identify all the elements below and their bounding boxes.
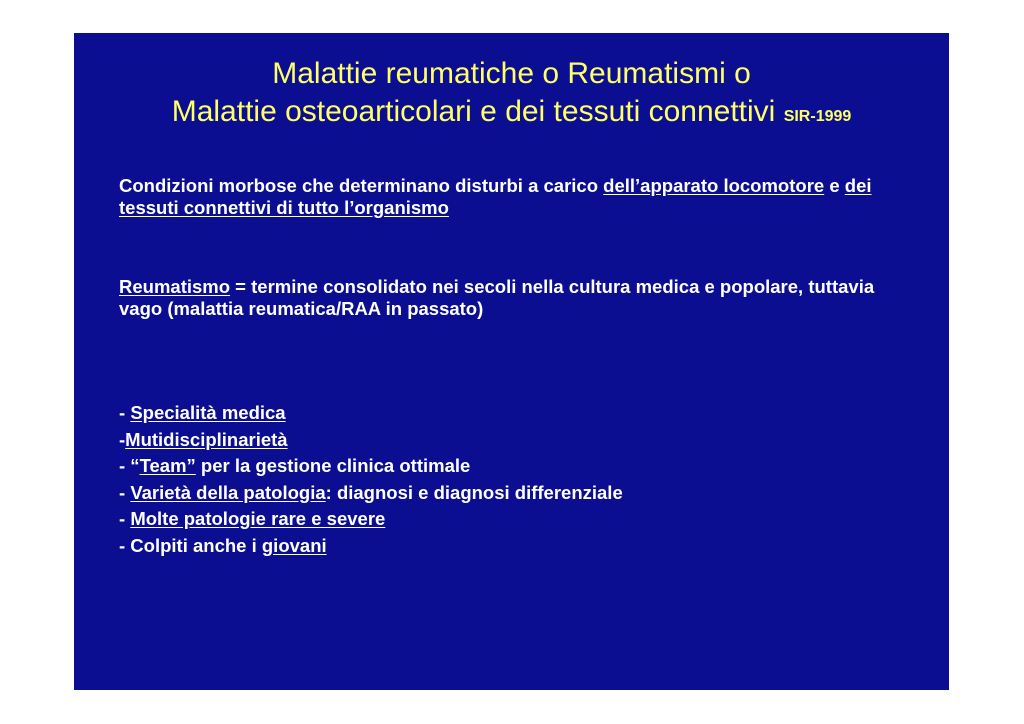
list-item-prefix: - “: [119, 455, 140, 476]
reumatismo-term: Reumatismo: [119, 276, 231, 297]
list-item: [119, 453, 919, 480]
list-item-prefix: -: [119, 428, 126, 450]
list-item: [119, 533, 919, 560]
title-line-2: [74, 93, 949, 136]
list-item-underlined: Team”: [139, 455, 196, 476]
list-item-rest: per la gestione clinica ottimale: [195, 455, 471, 476]
slide: [74, 33, 949, 690]
definition-text-1: Condizioni morbose che determinano disturbi a carico: [119, 175, 604, 196]
definition-text-2: e: [824, 175, 845, 196]
list-item-prefix: - Colpiti anche i: [119, 534, 262, 556]
list-item-rest: : diagnosi e diagnosi differenziale: [325, 481, 623, 503]
definition-paragraph: [119, 175, 919, 219]
reumatismo-paragraph: [119, 276, 919, 320]
definition-underline-tessuti: dei tessuti connettivi di tutto l’organismo: [119, 175, 872, 218]
list-item-underlined: Mutidisciplinarietà: [125, 428, 288, 450]
reumatismo-text: = termine consolidato nei secoli nella cultura medica e popolare, tuttavia vago (malattia reumatica/RAA in passato): [119, 276, 875, 319]
title-source: SIR-1999: [783, 108, 852, 125]
list-item-underlined: giovani: [261, 534, 327, 556]
title-line-2-text: Malattie osteoarticolari e dei tessuti connettivi: [171, 95, 776, 128]
list-item-underlined: Molte patologie rare e severe: [130, 508, 386, 529]
list-item-prefix: -: [119, 508, 131, 529]
definition-underline-apparato: dell’apparato locomotore: [603, 175, 825, 196]
list-item: [119, 427, 919, 454]
list-item-prefix: -: [119, 402, 131, 423]
slide-title: [74, 55, 949, 136]
feature-list: [119, 400, 919, 559]
list-item: [119, 480, 919, 507]
list-item: [119, 400, 919, 427]
list-item-underlined: Varietà della patologia: [130, 481, 326, 503]
title-line-1: Malattie reumatiche o Reumatismi o: [272, 57, 751, 90]
list-item-underlined: Specialità medica: [130, 402, 286, 423]
list-item-prefix: -: [119, 481, 131, 503]
list-item: [119, 506, 919, 533]
